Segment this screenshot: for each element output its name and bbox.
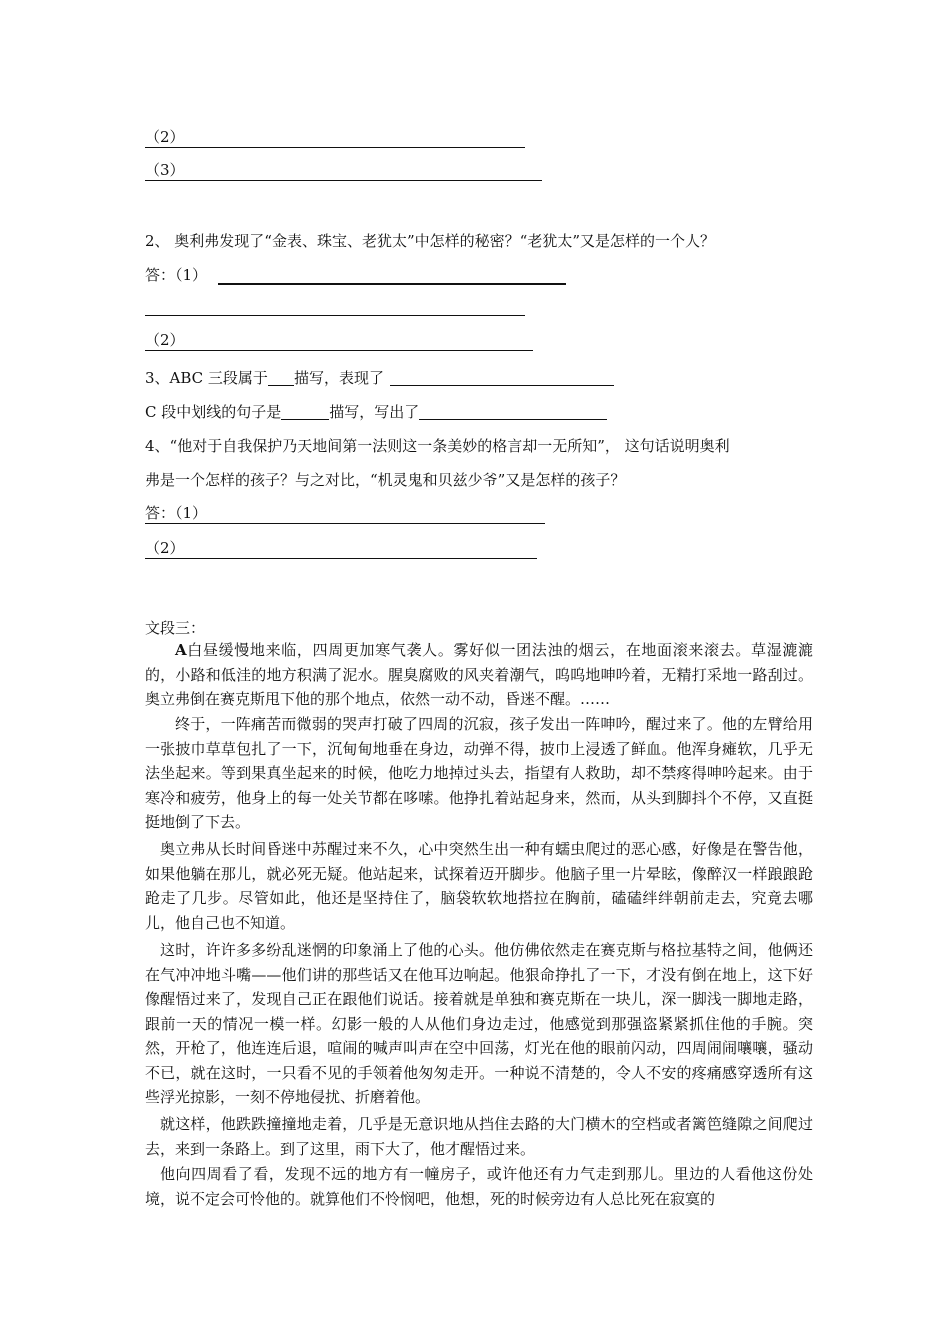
q3-text-d: 描写，写出了 [329,403,420,421]
passage-paragraph-3: 奥立弗从长时间昏迷中苏醒过来不久，心中突然生出一种有蠕虫爬过的恶心感，好像是在警告他，如果他躺在那儿，就必死无疑。他站起来，试探着迈开脚步。他脑子里一片晕眩，像醉汉一样踉踉跄跄走了几步。尽管如此，他还是坚持住了，脑袋软软地搭拉在胸前，磕磕绊绊朝前走去，究竟去哪儿，他自己也不知道。 [145,840,813,932]
q3-blank-2[interactable] [390,369,614,386]
passage-paragraph-2: 终于，一阵痛苦而微弱的哭声打破了四周的沉寂，孩子发出一阵呻吟，醒过来了。他的左臂给用一张披巾草草包扎了一下，沉甸甸地垂在身边，动弹不得，披巾上浸透了鲜血。他浑身瘫软，几乎无法坐起来。等到果真坐起来的时候，他吃力地掉过头去，指望有人救助，却不禁疼得呻吟起来。由于寒冷和疲劳，他身上的每一处关节都在哆嗦。他挣扎着站起身来，然而，从头到脚抖个不停，又直挺挺地倒了下去。 [145,715,813,831]
q4-answer-prefix: 答：（1） [145,504,208,522]
passage-paragraph-4: 这时，许许多多纷乱迷惘的印象涌上了他的心头。他仿佛依然走在赛克斯与格拉基特之间，他俩还在气冲冲地斗嘴——他们讲的那些话又在他耳边响起。他狠命挣扎了一下，才没有倒在地上，这下好像醒悟过来了，发现自己正在跟他们说话。接着就是单独和赛克斯在一块儿，深一脚浅一脚地走路，跟前一天的情况一模一样。幻影一般的人从他们身边走过，他感觉到那强盗紧紧抓住他的手腕。突然，开枪了，他连连后退，喧闹的喊声叫声在空中回荡，灯光在他的眼前闪动，四周闹闹嚷嚷，骚动不已，就在这时，一只看不见的手领着他匆匆走开。一种说不清楚的，令人不安的疼痛感穿透所有这些浮光掠影，一刻不停地侵扰、折磨着他。 [145,941,813,1106]
paragraph-1-text: 白昼缓慢地来临，四周更加寒气袭人。雾好似一团法浊的烟云，在地面滚来滚去。草湿漉漉的，小路和低洼的地方积满了泥水。腥臭腐败的风夹着潮气，呜呜地呻吟着，无精打采地一路刮过。奥立弗倒在赛克斯甩下他的那个地点，依然一动不动，昏迷不醒。…… [145,641,813,708]
passage-paragraph-6: 他向四周看了看，发现不远的地方有一幢房子，或许他还有力气走到那儿。里边的人看他这份处境，说不定会可怜他的。就算他们不怜悯吧，他想，死的时候旁边有人总比死在寂寞的 [145,1165,813,1208]
q2-answer-label-2: （2） [145,331,185,349]
q3-blank-1[interactable] [268,369,294,386]
passage-paragraph-1 [145,638,813,712]
q4-answer-label-2: （2） [145,539,185,557]
q2-answer-line-1[interactable] [218,263,566,285]
q3-blank-3[interactable] [281,403,329,420]
q2-answer-prefix: 答：（1） [145,266,208,284]
q2-answer-line-1b[interactable] [145,295,525,316]
answer-line-3[interactable] [145,160,542,181]
q3-text-c: C 段中划线的句子是 [145,403,282,421]
q3-text-a: 3、ABC 三段属于 [145,369,268,387]
question-4-line-2: 弗是一个怎样的孩子？与之对比，“机灵鬼和贝兹少爷”又是怎样的孩子？ [145,471,626,489]
q2-answer-line-2[interactable] [145,330,533,351]
q3-text-b: 描写，表现了 [293,369,384,387]
answer-label-2: （2） [145,128,185,146]
answer-line-2[interactable] [145,127,525,148]
question-2: 2、 奥利弗发现了“金表、珠宝、老犹太”中怎样的秘密？“老犹太”又是怎样的一个人？ [145,232,715,250]
q4-answer-line-2[interactable] [145,538,537,559]
section-3-heading: 文段三： [145,619,206,637]
answer-label-3: （3） [145,161,185,179]
q3-blank-4[interactable] [419,403,607,420]
passage-paragraph-5: 就这样，他跌跌撞撞地走着，几乎是无意识地从挡住去路的大门横木的空档或者篱笆缝隙之间爬过去，来到一条路上。到了这里，雨下大了，他才醒悟过来。 [145,1115,813,1158]
paragraph-label-a: A [175,641,187,659]
question-3-line-1 [145,368,614,388]
question-4-line-1: 4、“他对于自我保护乃天地间第一法则这一条美妙的格言却一无所知”， 这句话说明奥利 [145,437,730,455]
q4-answer-line-1[interactable] [145,503,545,524]
question-3-line-2 [145,402,607,422]
